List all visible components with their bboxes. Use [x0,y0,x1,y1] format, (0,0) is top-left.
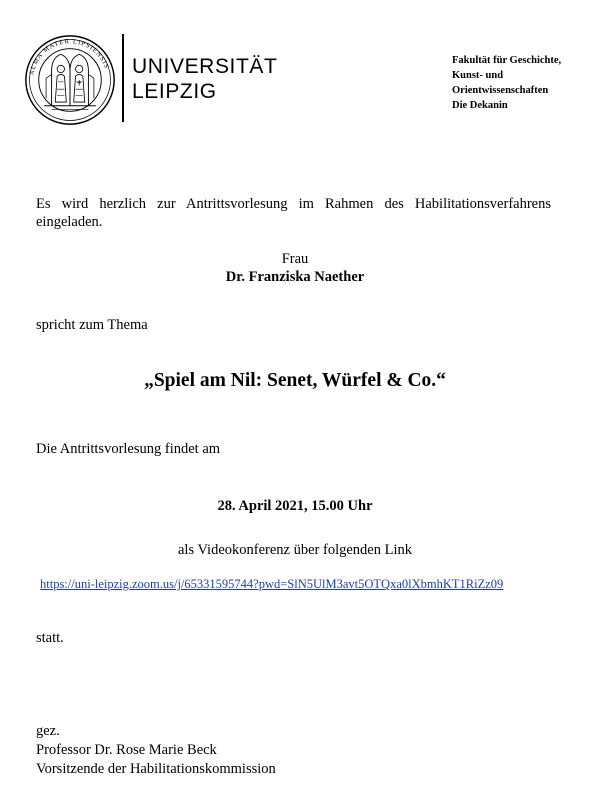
lecture-date: 28. April 2021, 15.00 Uhr [217,498,373,514]
university-name-line1: UNIVERSITÄT [132,55,278,78]
university-name-line2: LEIPZIG [132,80,217,103]
svg-text:ALMA MATER LIPSIENSIS: ALMA MATER LIPSIENSIS [28,38,111,76]
signature-gez: gez. [36,723,60,739]
university-wordmark [132,54,277,104]
date-intro: Die Antrittsvorlesung findet am [36,441,221,457]
zoom-link[interactable]: https://uni-leipzig.zoom.us/j/65331595744?pwd=SlN5UlM3avt5OTQxa0lXbmhKT1RiZz09 [40,577,504,591]
signature-role: Vorsitzende der Habilitationskommission [36,761,276,777]
header-divider [122,34,124,122]
faculty-block [452,53,561,113]
invitation-intro: Es wird herzlich zur Antrittsvorlesung im Rahmen des Habilitationsverfahrens eingeladen. [36,196,551,230]
faculty-line: Kunst- und [452,70,504,81]
faculty-line: Fakultät für Geschichte, [452,55,562,66]
lecture-title: „Spiel am Nil: Senet, Würfel & Co.“ [144,370,446,391]
signature-name: Professor Dr. Rose Marie Beck [36,742,217,758]
faculty-line: Die Dekanin [452,100,508,111]
speaker-name: Dr. Franziska Naether [225,269,365,285]
faculty-line: Orientwissenschaften [452,85,549,96]
speaker-salutation: Frau [281,251,309,267]
videoconference-note: als Videokonferenz über folgenden Link [177,542,412,558]
topic-intro: spricht zum Thema [36,317,148,333]
closing-word: statt. [36,630,64,646]
signature-block [36,722,276,779]
university-seal-logo [24,34,116,126]
